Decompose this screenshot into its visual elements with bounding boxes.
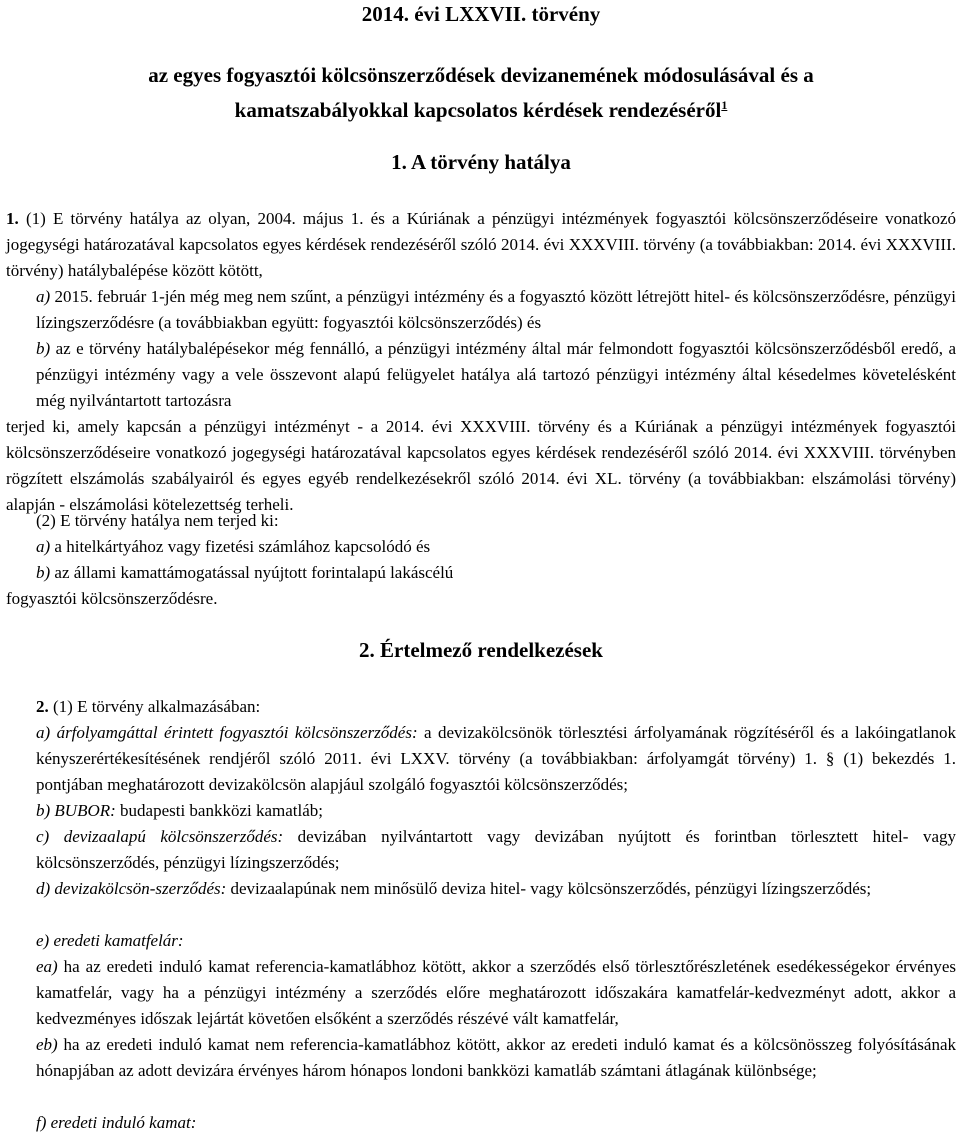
definition-text: budapesti bankközi kamatláb; — [115, 801, 324, 820]
exclusion-a — [6, 534, 956, 560]
paragraph-text: (1) E törvény hatálya az olyan, 2004. május 1. és a Kúriának a pénzügyi intézmények fogyasztói kölcsönszerződéseire vonatkozó jogegységi határozatával kapcsolatos egyes kérdések rendezéséről szóló 2014. évi XXXVIII. törvény (a továbbiakban: 2014. évi XXXVIII. törvény) hatálybalépése között kötött, — [6, 209, 956, 280]
law-title: 2014. évi LXXVII. törvény — [361, 2, 601, 26]
definition-c — [6, 824, 956, 876]
point-label: b) — [36, 563, 51, 582]
term-label: f) eredeti induló kamat: — [36, 1113, 197, 1132]
definition-text: devizában nyilvántartott vagy devizában nyújtott és forintban törlesztett hitel- vagy kölcsönszerződés, pénzügyi lízingszerződés; — [36, 827, 956, 872]
paragraph-number: 2. — [36, 697, 49, 716]
exclusion-b — [6, 560, 956, 586]
point-b — [6, 336, 956, 414]
exclusion-tail: fogyasztói kölcsönszerződésre. — [6, 589, 218, 608]
paragraph-terjed: terjed ki, amely kapcsán a pénzügyi intézményt - a 2014. évi XXXVIII. törvény és a Kúriának a pénzügyi intézmények fogyasztói kölcsönszerződéseire vonatkozó jogegységi határozatával kapcsolatos egyes kérdések rendezéséről szóló 2014. évi XXXVIII. törvényben rögzített elszámolás szabályairól és egyes egyéb rendelkezésekről szóló 2014. évi XL. törvény (a továbbiakban: elszámolási törvény) alapján - elszámolási kötelezettség terheli. — [6, 417, 956, 514]
section-1-heading: 1. A törvény hatálya — [391, 150, 571, 174]
term-label: b) BUBOR: — [36, 801, 116, 820]
term-label: ea) — [36, 957, 58, 976]
point-label: a) — [36, 287, 51, 306]
point-label: a) — [36, 537, 51, 556]
definition-text: ha az eredeti induló kamat nem referencia-kamatlábhoz kötött, akkor az eredeti induló kamat és a kölcsönösszeg folyósításának hónapjában az adott devizára érvényes három hónapos londoni bankközi kamatláb számtani átlagának különbsége; — [36, 1035, 956, 1080]
term-label: e) eredeti kamatfelár: — [36, 931, 184, 950]
point-text: az állami kamattámogatással nyújtott forintalapú lakáscélú — [50, 563, 454, 582]
point-text: a hitelkártyához vagy fizetési számlához kapcsolódó és — [50, 537, 431, 556]
paragraph-text: (1) E törvény alkalmazásában: — [48, 697, 261, 716]
point-text: 2015. február 1-jén még meg nem szűnt, a pénzügyi intézmény és a fogyasztó között létrejött hitel- és kölcsönszerződésre, pénzügyi lízingszerződésre (a továbbiakban együtt: fogyasztói kölcsönszerződés) és — [36, 287, 956, 332]
term-label: a) árfolyamgáttal érintett fogyasztói kölcsönszerződés: — [36, 723, 418, 742]
subtitle-line-1: az egyes fogyasztói kölcsönszerződések devizanemének módosulásával és a — [148, 63, 814, 87]
definition-d — [6, 876, 956, 902]
point-text: az e törvény hatálybalépésekor még fennálló, a pénzügyi intézmény által már felmondott fogyasztói kölcsönszerződésből eredő, a pénzügyi intézmény vagy a vele összevont alapú felügyelet hatálya alá tartozó pénzügyi intézmény által késedelmes követelésként még nyilvántartott tartozásra — [36, 339, 956, 410]
definition-b — [6, 798, 956, 824]
definition-eb — [6, 1032, 956, 1084]
term-label: d) devizakölcsön-szerződés: — [36, 879, 227, 898]
point-a — [6, 284, 956, 336]
definition-text: ha az eredeti induló kamat referencia-kamatlábhoz kötött, akkor a szerződés első törlesztőrészletének esedékességekor érvényes kamatfelár, vagy ha a pénzügyi intézmény a szerződés előre meghatározott időszakára kamatfelár-kedvezményt adott, akkor a kedvezményes időszak lejártát követően elsőként a szerződés részévé vált kamatfelár, — [36, 957, 956, 1028]
definition-e — [6, 928, 956, 954]
section-1-paragraph-2: (2) E törvény hatálya nem terjed ki: — [36, 511, 279, 530]
law-subtitle — [6, 60, 956, 125]
section-2-heading: 2. Értelmező rendelkezések — [359, 638, 603, 662]
definition-a — [6, 720, 956, 798]
subtitle-line-2 — [6, 90, 956, 125]
footnote-link[interactable]: 1 — [721, 98, 728, 112]
definition-text: devizaalapúnak nem minősülő deviza hitel- vagy kölcsönszerződés, pénzügyi lízingszerződés; — [226, 879, 872, 898]
term-label: c) devizaalapú kölcsönszerződés: — [36, 827, 284, 846]
definition-f — [6, 1110, 956, 1136]
subtitle-line-2-text: kamatszabályokkal kapcsolatos kérdések rendezéséről — [234, 98, 722, 122]
term-label: eb) — [36, 1035, 58, 1054]
section-1-paragraph-1 — [6, 206, 956, 284]
paragraph-number: 1. — [6, 209, 19, 228]
definition-ea — [6, 954, 956, 1032]
definition-text: a devizakölcsönök törlesztési árfolyamának rögzítéséről és a lakóingatlanok kényszerértékesítésének rendjéről szóló 2011. évi LXXV. törvény (a továbbiakban: árfolyamgát törvény) 1. § (1) bekezdés 1. pontjában meghatározott devizakölcsön alapjául szolgáló fogyasztói kölcsönszerződés; — [36, 723, 956, 794]
point-label: b) — [36, 339, 51, 358]
section-2-paragraph-1 — [6, 694, 956, 720]
